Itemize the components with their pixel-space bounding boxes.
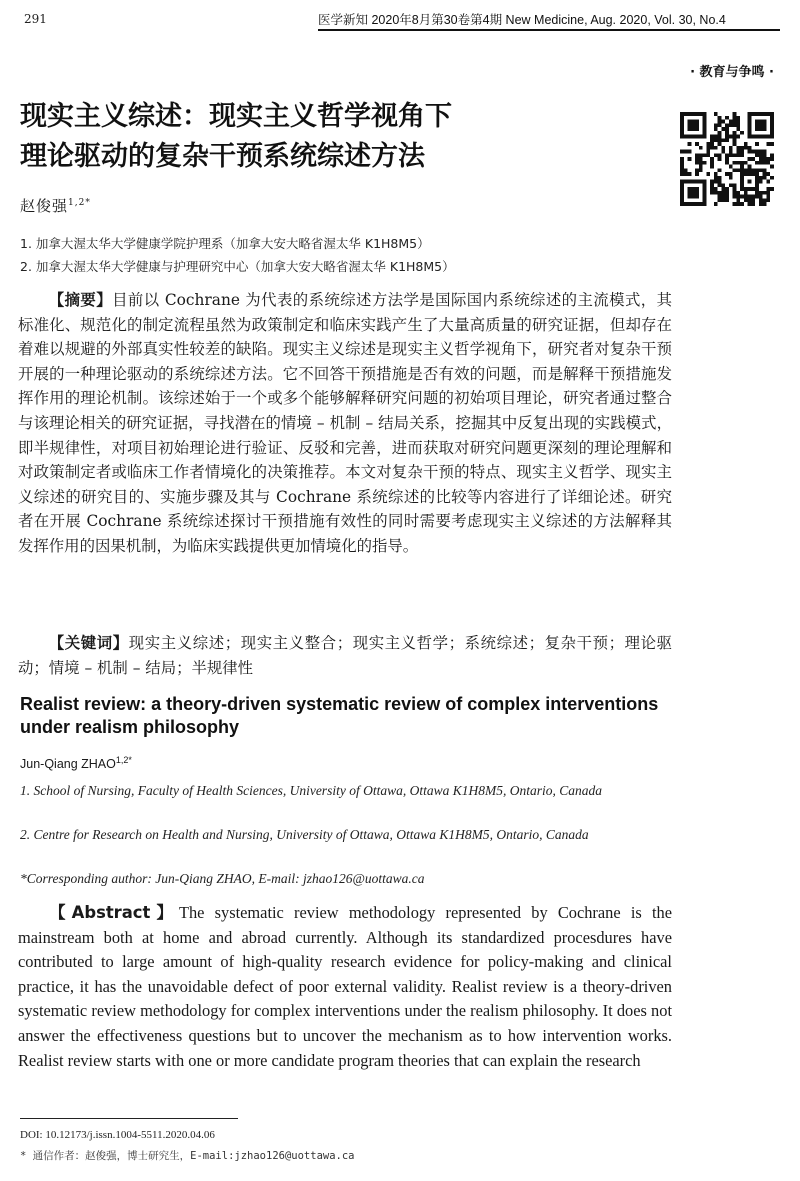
author-zh — [20, 195, 91, 216]
article-title-zh — [20, 97, 640, 177]
author-en — [20, 755, 132, 771]
affiliation-en-2: 2. Centre for Research on Health and Nursing, University of Ottawa, Ottawa K1H8M5, Ontario, Canada — [20, 827, 589, 842]
abstract-en — [18, 901, 672, 1073]
author-en-name: Jun-Qiang ZHAO — [20, 757, 116, 772]
keywords-zh-text: 现实主义综述；现实主义整合；现实主义哲学；系统综述；复杂干预；理论驱动；情境 – 机制 – 结局；半规律性 — [18, 634, 672, 677]
author-zh-name: 赵俊强 — [20, 197, 69, 215]
affiliation-en-1: 1. School of Nursing, Faculty of Health Sciences, University of Ottawa, Ottawa K1H8M5, Ontario, Canada — [20, 783, 602, 798]
corresponding-author-zh: * 通信作者：赵俊强，博士研究生，E-mail:jzhao126@uottawa.ca — [20, 1150, 355, 1162]
keywords-zh-label: 【关键词】 — [48, 634, 129, 652]
corresponding-author-en: *Corresponding author: Jun-Qiang ZHAO, E-mail: jzhao126@uottawa.ca — [20, 871, 425, 886]
article-title-en: Realist review: a theory-driven systematic review of complex interventions under realism philosophy — [20, 694, 659, 737]
title-line-1: 现实主义综述：现实主义哲学视角下 — [20, 101, 452, 132]
qr-code-icon — [680, 112, 774, 206]
section-label: · 教育与争鸣 · — [690, 65, 774, 80]
abstract-en-text: The systematic review methodology represented by Cochrane is the mainstream both at home and abroad currently. Although its standardized procesdures have contributed to large amount of high-quality research evidence for policy-making and clinical practice, it has the unavoidable defect of poor external validity. Realist review is a theory-driven systematic review methodology for complex interventions under the realism philosophy. It does not answer the effectiveness questions but to uncover the mechanism as to how intervention works. Realist review starts with one or more candidate program theories that can explain the research — [18, 903, 672, 1070]
abstract-en-label: 【Abstract】 — [49, 903, 179, 922]
author-zh-sup: 1,2* — [68, 198, 91, 208]
author-en-sup: 1,2* — [115, 755, 132, 765]
header-rule — [318, 29, 780, 31]
keywords-zh — [18, 631, 672, 680]
affiliation-zh-1: 1. 加拿大渥太华大学健康学院护理系（加拿大安大略省渥太华 K1H8M5） — [20, 236, 430, 251]
abstract-zh-text: 目前以 Cochrane 为代表的系统综述方法学是国际国内系统综述的主流模式，其标准化、规范化的制定流程虽然为政策制定和临床实践产生了大量高质量的研究证据，但却存在着难以规避的外部真实性较差的缺陷。现实主义综述是现实主义哲学视角下，研究者对复杂干预开展的一种理论驱动的系统综述方法。它不回答干预措施是否有效的问题，而是解释干预措施发挥作用的理论机制。该综述始于一个或多个能够解释研究问题的初始项目理论，研究者通过整合与该理论相关的研究证据，寻找潜在的情境 – 机制 – 结局关系，挖掘其中反复出现的实践模式，即半规律性，对项目初始理论进行验证、反驳和完善，进而获取对研究问题更深刻的理论理解和对政策制定者或临床工作者情境化的决策推荐。本文对复杂干预的特点、现实主义哲学、现实主义综述的研究目的、实施步骤及其与 Cochrane 系统综述的比较等内容进行了详细论述。研究者在开展 Cochrane 系统综述探讨干预措施有效性的同时需要考虑现实主义综述的方法解释其发挥作用的因果机制，为临床实践提供更加情境化的指导。 — [18, 291, 672, 555]
footnote-rule — [20, 1118, 238, 1119]
abstract-zh — [18, 288, 672, 559]
abstract-zh-label: 【摘要】 — [48, 291, 113, 309]
affiliation-zh-2: 2. 加拿大渥太华大学健康与护理研究中心（加拿大安大略省渥太华 K1H8M5） — [20, 259, 455, 274]
doi: DOI: 10.12173/j.issn.1004-5511.2020.04.06 — [20, 1129, 215, 1141]
page-number: 291 — [24, 12, 47, 26]
journal-header: 医学新知 2020年8月第30卷第4期 New Medicine, Aug. 2020, Vol. 30, No.4 — [318, 13, 726, 27]
title-line-2: 理论驱动的复杂干预系统综述方法 — [20, 141, 425, 172]
